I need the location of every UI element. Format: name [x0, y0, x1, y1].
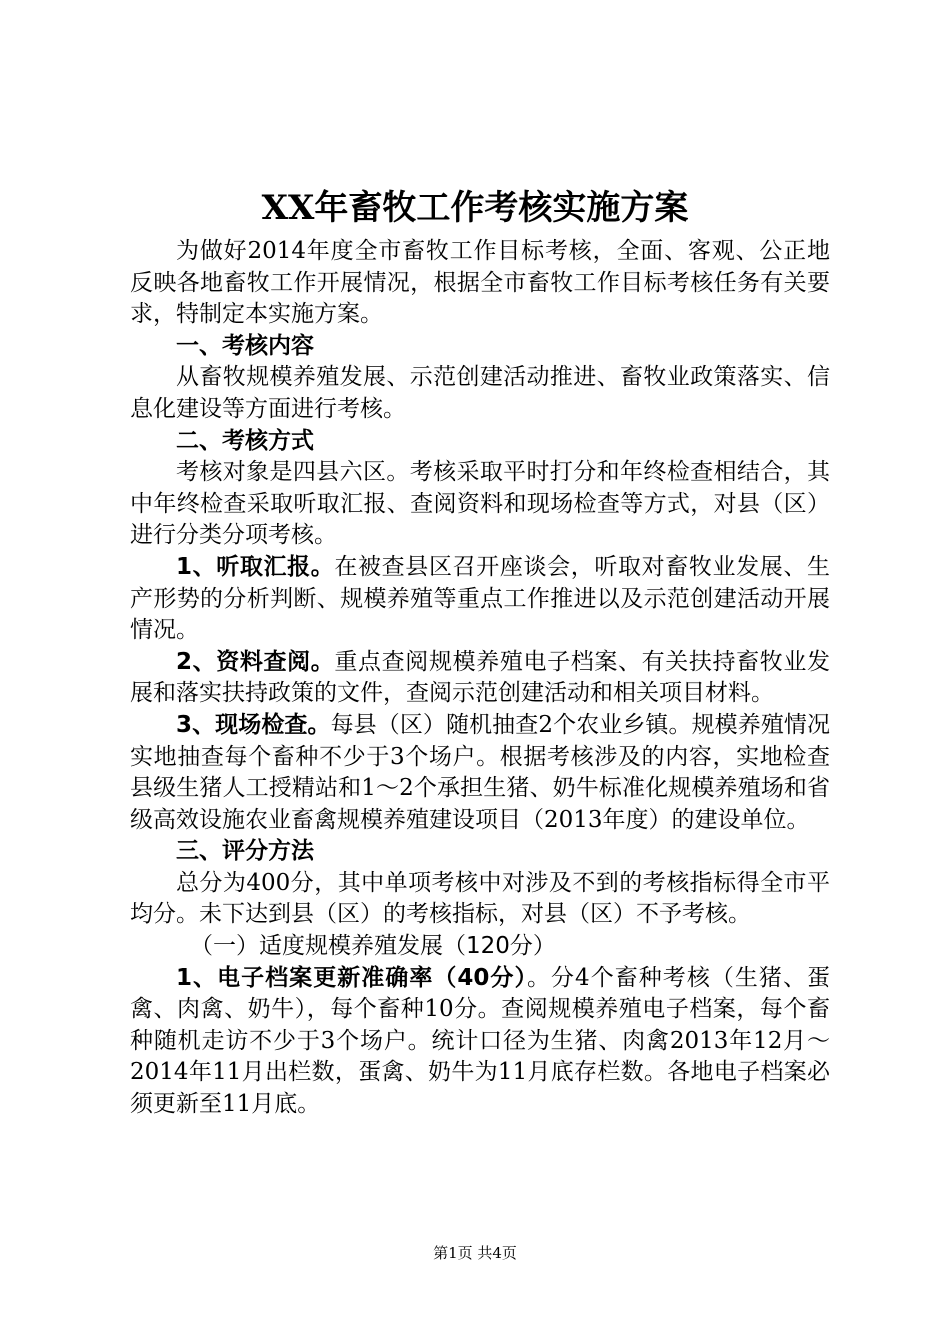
method-item-onsite-text: 每县（区）随机抽查2个农业乡镇。规模养殖情况实地抽查每个畜种不少于3个场户。根据考核涉及的内容，实地检查县级生猪人工授精站和1～2个承担生猪、奶牛标准化规模养殖场和省级高效设施农业畜禽规模养殖建设项目（2013年度）的建设单位。 — [130, 711, 830, 833]
method-item-report-lead: 1、听取汇报。 — [176, 553, 335, 580]
method-item-onsite — [130, 710, 830, 836]
method-item-documents-lead: 2、资料查阅。 — [176, 648, 335, 675]
scoring-item-archive — [130, 963, 830, 1121]
section-content-paragraph: 从畜牧规模养殖发展、示范创建活动推进、畜牧业政策落实、信息化建设等方面进行考核。 — [130, 364, 830, 422]
method-item-documents-text: 重点查阅规模养殖电子档案、有关扶持畜牧业发展和落实扶持政策的文件，查阅示范创建活动和相关项目材料。 — [130, 648, 831, 707]
section-scoring-paragraph: 总分为400分，其中单项考核中对涉及不到的考核指标得全市平均分。未下达到县（区）的考核指标，对县（区）不予考核。 — [130, 869, 830, 928]
scoring-item-archive-lead: 1、电子档案更新准确率（40分） — [176, 964, 527, 991]
document-title: XX年畜牧工作考核实施方案 — [261, 188, 689, 228]
intro-paragraph: 为做好2014年度全市畜牧工作目标考核，全面、客观、公正地反映各地畜牧工作开展情况，根据全市畜牧工作目标考核任务有关要求，特制定本实施方案。 — [130, 238, 830, 328]
method-item-documents — [130, 647, 830, 710]
section-heading-scoring: 三、评分方法 — [176, 838, 314, 865]
section-heading-method: 二、考核方式 — [176, 427, 314, 454]
method-item-report — [130, 552, 830, 647]
method-item-report-text: 在被查县区召开座谈会，听取对畜牧业发展、生产形势的分析判断、规模养殖等重点工作推进以及示范创建活动开展情况。 — [130, 553, 831, 644]
document-body — [130, 236, 830, 1121]
page-footer: 第1页 共4页 — [433, 1244, 517, 1262]
subsection-heading: （一）适度规模养殖发展（120分） — [190, 933, 556, 960]
section-heading-content: 一、考核内容 — [176, 332, 314, 359]
section-method-paragraph: 考核对象是四县六区。考核采取平时打分和年终检查相结合，其中年终检查采取听取汇报、查阅资料和现场检查等方式，对县（区）进行分类分项考核。 — [130, 459, 830, 549]
method-item-onsite-lead: 3、现场检查。 — [176, 711, 331, 738]
scoring-item-archive-text: 。分4个畜种考核（生猪、蛋禽、肉禽、奶牛），每个畜种10分。查阅规模养殖电子档案，每个畜种随机走访不少于3个场户。统计口径为生猪、肉禽2013年12月～2014年11月出栏数，蛋禽、奶牛为11月底存栏数。各地电子档案必须更新至11月底。 — [130, 964, 830, 1118]
